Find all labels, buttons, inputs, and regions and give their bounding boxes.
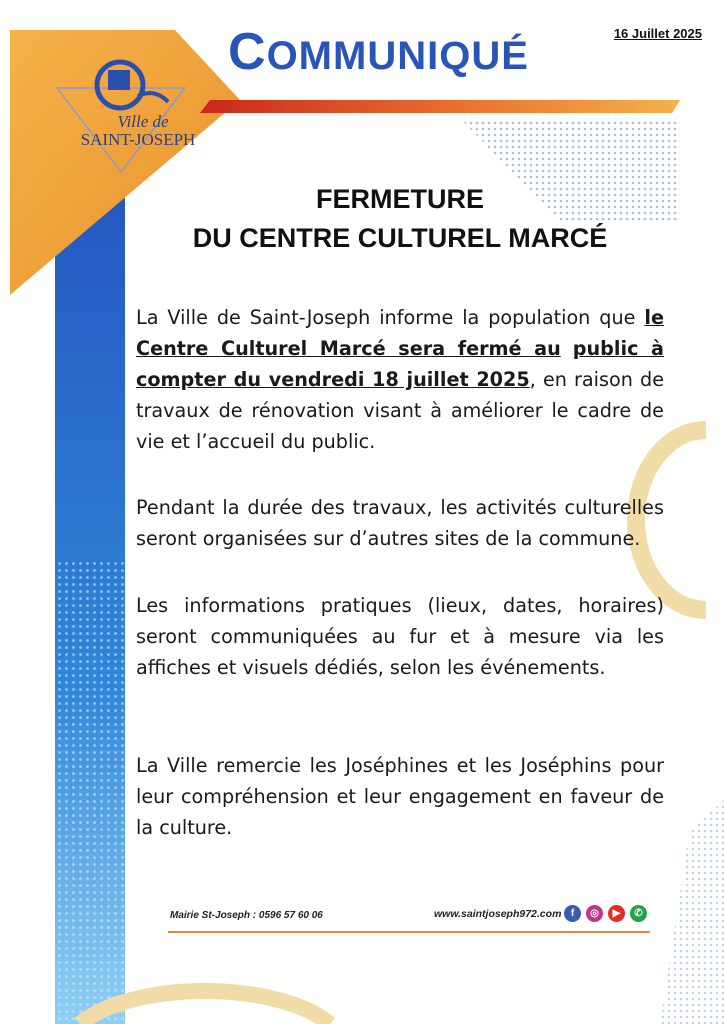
p1-bold-a: le Centre Culturel Marcé sera fermé au	[136, 306, 664, 360]
paragraph-4: La Ville remercie les Joséphines et les Joséphins pour leur compréhension et leur engagement en faveur de la culture.	[136, 754, 664, 839]
youtube-icon[interactable]: ▶	[608, 905, 625, 922]
page-title	[228, 22, 529, 82]
logo-text-city: SAINT-JOSEPH	[80, 130, 196, 149]
announcement-heading	[130, 180, 670, 258]
paragraph-1	[136, 302, 664, 457]
p1-start: La Ville de Saint-Joseph informe la population que	[136, 306, 645, 329]
instagram-icon[interactable]: ◎	[586, 905, 603, 922]
footer-phone: Mairie St-Joseph : 0596 57 60 06	[170, 910, 323, 921]
footer-website[interactable]: www.saintjoseph972.com	[434, 908, 562, 920]
facebook-icon[interactable]: f	[564, 905, 581, 922]
logo-text-ville: Ville de	[117, 112, 169, 131]
title-initial: C	[228, 23, 267, 81]
p1-bold-b: public à compter du vendredi 18 juillet 2025	[136, 337, 664, 391]
paragraph-3: Les informations pratiques (lieux, dates, horaires) seront communiquées au fur et à mesure via les affiches et visuels dédiés, selon les événements.	[136, 594, 664, 679]
header-bar	[200, 100, 680, 113]
document-date: 16 Juillet 2025	[613, 26, 702, 41]
heading-line-2: DU CENTRE CULTUREL MARCÉ	[192, 223, 608, 253]
paragraph-2: Pendant la durée des travaux, les activités culturelles seront organisées sur d’autres sites de la commune.	[136, 496, 664, 550]
p1-end: , en raison de travaux de rénovation visant à améliorer le cadre de vie et l’accueil du public.	[136, 368, 665, 453]
heading-line-1: FERMETURE	[316, 184, 484, 214]
title-rest: OMMUNIQUÉ	[266, 34, 529, 78]
whatsapp-icon[interactable]: ✆	[630, 905, 647, 922]
